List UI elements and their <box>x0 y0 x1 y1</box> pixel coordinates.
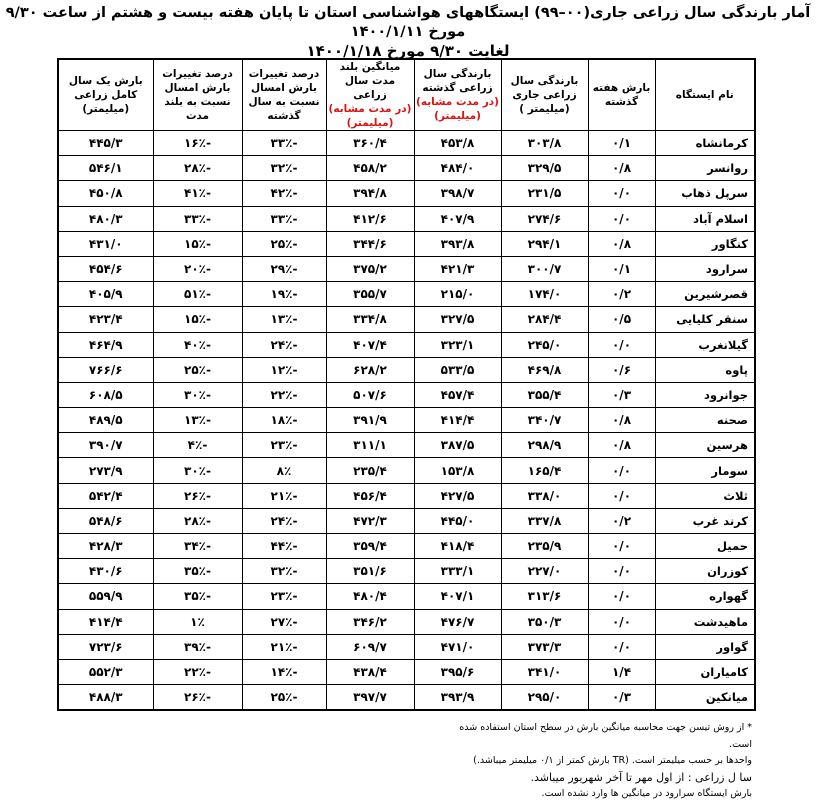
last-year-cell: ۵۳۳/۵ <box>414 357 501 382</box>
table-row <box>58 508 755 533</box>
longterm-cell: ۳۵۱/۶ <box>326 559 414 584</box>
station-cell: میانکین <box>655 685 755 711</box>
change-last-year-cell: -۴۴٪ <box>242 534 326 559</box>
current-year-cell: ۱۷۴/۰ <box>501 282 588 307</box>
table-row <box>58 534 755 559</box>
header-change-last-year: درصد تغییرات بارش امسال نسبت به سال گذشته <box>242 59 326 131</box>
change-longterm-cell: -۲۶٪ <box>153 685 242 711</box>
current-year-cell: ۳۵۵/۴ <box>501 382 588 407</box>
table-row <box>58 659 755 684</box>
change-last-year-cell: -۳۳٪ <box>242 131 326 156</box>
longterm-cell: ۳۹۱/۹ <box>326 408 414 433</box>
last-year-cell: ۴۴۵/۰ <box>414 508 501 533</box>
current-year-cell: ۳۴۰/۷ <box>501 408 588 433</box>
change-last-year-cell: -۳۲٪ <box>242 559 326 584</box>
longterm-cell: ۵۰۷/۶ <box>326 382 414 407</box>
table-row <box>58 559 755 584</box>
full-year-cell: ۶۰۸/۵ <box>58 382 153 407</box>
last-year-cell: ۳۲۳/۱ <box>414 332 501 357</box>
change-last-year-cell: ۸٪ <box>242 458 326 483</box>
full-year-cell: ۵۵۹/۹ <box>58 584 153 609</box>
header-longterm-note: (در مدت مشابه) (میلیمتر) <box>328 103 412 129</box>
full-year-cell: ۴۲۸/۳ <box>58 534 153 559</box>
header-longterm <box>326 59 414 131</box>
current-year-cell: ۳۴۱/۰ <box>501 659 588 684</box>
change-longterm-cell: -۳۳٪ <box>153 206 242 231</box>
change-longterm-cell: -۴٪ <box>153 433 242 458</box>
table-row <box>58 458 755 483</box>
change-last-year-cell: -۲۷٪ <box>242 609 326 634</box>
last-year-cell: ۴۲۱/۳ <box>414 256 501 281</box>
longterm-cell: ۴۱۲/۶ <box>326 206 414 231</box>
station-cell: گهواره <box>655 584 755 609</box>
longterm-cell: ۳۹۷/۷ <box>326 685 414 711</box>
longterm-cell: ۳۵۹/۴ <box>326 534 414 559</box>
station-cell: سرارود <box>655 256 755 281</box>
full-year-cell: ۴۵۰/۸ <box>58 181 153 206</box>
week-rain-cell: ۰/۱ <box>588 256 655 281</box>
full-year-cell: ۵۴۲/۴ <box>58 483 153 508</box>
last-year-cell: ۴۰۷/۱ <box>414 584 501 609</box>
change-last-year-cell: -۲۴٪ <box>242 508 326 533</box>
change-longterm-cell: -۲۸٪ <box>153 508 242 533</box>
station-cell: کرند غرب <box>655 508 755 533</box>
week-rain-cell: ۰/۰ <box>588 181 655 206</box>
table-row <box>58 332 755 357</box>
station-cell: گواور <box>655 634 755 659</box>
current-year-cell: ۲۹۴/۱ <box>501 231 588 256</box>
change-longterm-cell: -۱۶٪ <box>153 131 242 156</box>
change-last-year-cell: -۲۵٪ <box>242 685 326 711</box>
title-line-1: آمار بارندگی سال زراعی جاری(۰۰–۹۹) ایستگاههای هواشناسی استان تا پایان هفته بیست و هشتم از ساعت ۹/۳۰ مورخ ۱۴۰۰/۱/۱۱ <box>5 5 811 40</box>
full-year-cell: ۴۸۹/۵ <box>58 408 153 433</box>
week-rain-cell: ۰/۸ <box>588 156 655 181</box>
full-year-cell: ۲۷۳/۹ <box>58 458 153 483</box>
last-year-cell: ۳۹۵/۶ <box>414 659 501 684</box>
current-year-cell: ۳۲۹/۵ <box>501 156 588 181</box>
week-rain-cell: ۰/۸ <box>588 231 655 256</box>
change-last-year-cell: -۴۲٪ <box>242 181 326 206</box>
footnotes <box>450 720 752 803</box>
station-cell: اسلام آباد <box>655 206 755 231</box>
table-row <box>58 609 755 634</box>
full-year-cell: ۴۸۸/۳ <box>58 685 153 711</box>
longterm-cell: ۳۵۵/۷ <box>326 282 414 307</box>
change-last-year-cell: -۱۲٪ <box>242 357 326 382</box>
longterm-cell: ۴۵۶/۴ <box>326 483 414 508</box>
station-cell: کرمانشاه <box>655 131 755 156</box>
footnote-4: بارش ایستگاه سرارود در میانگین ها وارد نشده است. <box>541 788 752 799</box>
station-cell: کنگاور <box>655 231 755 256</box>
last-year-cell: ۱۵۳/۸ <box>414 458 501 483</box>
longterm-cell: ۴۳۸/۴ <box>326 659 414 684</box>
table-row <box>58 433 755 458</box>
table-row <box>58 382 755 407</box>
change-last-year-cell: -۲۱٪ <box>242 634 326 659</box>
header-row <box>58 59 755 131</box>
current-year-cell: ۳۱۳/۶ <box>501 584 588 609</box>
change-longterm-cell: -۲۵٪ <box>153 357 242 382</box>
change-longterm-cell: -۱۵٪ <box>153 307 242 332</box>
current-year-cell: ۳۳۸/۰ <box>501 483 588 508</box>
station-cell: کامیاران <box>655 659 755 684</box>
header-last-year <box>414 59 501 131</box>
change-longterm-cell: -۳۰٪ <box>153 458 242 483</box>
current-year-cell: ۲۹۸/۹ <box>501 433 588 458</box>
header-full-year: بارش یک سال کامل زراعی (میلیمتر) <box>58 59 153 131</box>
footnote-1: * از روش تیسن جهت محاسبه میانگین بارش در سطح استان استفاده شده است. <box>459 722 752 750</box>
longterm-cell: ۶۲۸/۲ <box>326 357 414 382</box>
change-last-year-cell: -۱۴٪ <box>242 659 326 684</box>
longterm-cell: ۴۷۲/۳ <box>326 508 414 533</box>
current-year-cell: ۲۴۵/۰ <box>501 332 588 357</box>
station-cell: جوانرود <box>655 382 755 407</box>
current-year-cell: ۲۸۴/۴ <box>501 307 588 332</box>
last-year-cell: ۴۱۴/۴ <box>414 408 501 433</box>
current-year-cell: ۳۵۰/۳ <box>501 609 588 634</box>
change-longterm-cell: -۴۰٪ <box>153 332 242 357</box>
last-year-cell: ۴۵۷/۴ <box>414 382 501 407</box>
week-rain-cell: ۰/۰ <box>588 634 655 659</box>
last-year-cell: ۴۷۶/۷ <box>414 609 501 634</box>
longterm-cell: ۳۹۴/۸ <box>326 181 414 206</box>
header-change-longterm: درصد تغییرات بارش امسال نسبت به بلند مدت <box>153 59 242 131</box>
station-cell: سومار <box>655 458 755 483</box>
change-last-year-cell: -۲۳٪ <box>242 584 326 609</box>
table-row <box>58 357 755 382</box>
table-row <box>58 256 755 281</box>
change-last-year-cell: -۳۳٪ <box>242 206 326 231</box>
last-year-cell: ۴۲۷/۵ <box>414 483 501 508</box>
current-year-cell: ۲۳۱/۵ <box>501 181 588 206</box>
week-rain-cell: ۰/۰ <box>588 458 655 483</box>
full-year-cell: ۴۸۰/۳ <box>58 206 153 231</box>
current-year-cell: ۳۰۰/۷ <box>501 256 588 281</box>
longterm-cell: ۴۵۸/۲ <box>326 156 414 181</box>
change-last-year-cell: -۲۲٪ <box>242 382 326 407</box>
table-row <box>58 483 755 508</box>
full-year-cell: ۴۱۴/۴ <box>58 609 153 634</box>
change-last-year-cell: -۲۵٪ <box>242 231 326 256</box>
full-year-cell: ۴۶۴/۹ <box>58 332 153 357</box>
change-longterm-cell: -۴۱٪ <box>153 181 242 206</box>
current-year-cell: ۴۶۹/۸ <box>501 357 588 382</box>
change-last-year-cell: -۱۹٪ <box>242 282 326 307</box>
last-year-cell: ۳۹۸/۷ <box>414 181 501 206</box>
change-longterm-cell: -۳۰٪ <box>153 382 242 407</box>
full-year-cell: ۴۳۰/۶ <box>58 559 153 584</box>
title-line-2: لغایت ۹/۳۰ مورخ ۱۴۰۰/۱/۱۸ <box>306 42 510 60</box>
rainfall-table <box>57 58 756 711</box>
longterm-cell: ۳۷۵/۲ <box>326 256 414 281</box>
week-rain-cell: ۰/۶ <box>588 357 655 382</box>
full-year-cell: ۴۰۵/۹ <box>58 282 153 307</box>
change-last-year-cell: -۳۲٪ <box>242 156 326 181</box>
change-longterm-cell: -۳۵٪ <box>153 559 242 584</box>
longterm-cell: ۴۰۷/۴ <box>326 332 414 357</box>
week-rain-cell: ۰/۵ <box>588 307 655 332</box>
current-year-cell: ۳۳۷/۸ <box>501 508 588 533</box>
week-rain-cell: ۰/۰ <box>588 609 655 634</box>
last-year-cell: ۴۸۴/۰ <box>414 156 501 181</box>
current-year-cell: ۱۶۵/۴ <box>501 458 588 483</box>
week-rain-cell: ۰/۸ <box>588 408 655 433</box>
change-last-year-cell: -۱۸٪ <box>242 408 326 433</box>
header-current-year: بارندگی سال زراعی جاری (میلیمتر ) <box>501 59 588 131</box>
current-year-cell: ۲۹۵/۰ <box>501 685 588 711</box>
longterm-cell: ۳۶۰/۴ <box>326 131 414 156</box>
table-body <box>58 131 755 711</box>
change-longterm-cell: ۱٪ <box>153 609 242 634</box>
full-year-cell: ۷۶۶/۶ <box>58 357 153 382</box>
last-year-cell: ۲۱۵/۰ <box>414 282 501 307</box>
station-cell: ثلاث <box>655 483 755 508</box>
station-cell: سنقر کلیایی <box>655 307 755 332</box>
table-row <box>58 634 755 659</box>
week-rain-cell: ۱/۴ <box>588 659 655 684</box>
table-row <box>58 584 755 609</box>
table-row <box>58 282 755 307</box>
header-station: نام ایستگاه <box>655 59 755 131</box>
full-year-cell: ۵۴۸/۶ <box>58 508 153 533</box>
header-last-year-label: بارندگی سال زراعی گذشته <box>422 68 493 94</box>
longterm-cell: ۳۴۴/۶ <box>326 231 414 256</box>
longterm-cell: ۳۳۴/۸ <box>326 307 414 332</box>
full-year-cell: ۴۴۵/۳ <box>58 131 153 156</box>
change-last-year-cell: -۱۳٪ <box>242 307 326 332</box>
last-year-cell: ۳۸۷/۵ <box>414 433 501 458</box>
week-rain-cell: ۰/۰ <box>588 584 655 609</box>
station-cell: پاوه <box>655 357 755 382</box>
full-year-cell: ۵۵۲/۳ <box>58 659 153 684</box>
last-year-cell: ۳۲۷/۵ <box>414 307 501 332</box>
change-longterm-cell: -۲۲٪ <box>153 659 242 684</box>
station-cell: هرسین <box>655 433 755 458</box>
station-cell: قصرشیرین <box>655 282 755 307</box>
table-row <box>58 231 755 256</box>
station-cell: روانسر <box>655 156 755 181</box>
last-year-cell: ۴۱۸/۴ <box>414 534 501 559</box>
current-year-cell: ۲۳۵/۹ <box>501 534 588 559</box>
week-rain-cell: ۰/۰ <box>588 534 655 559</box>
station-cell: کوزران <box>655 559 755 584</box>
change-last-year-cell: -۲۳٪ <box>242 433 326 458</box>
table-row <box>58 206 755 231</box>
station-cell: صحنه <box>655 408 755 433</box>
footnote-3: سا ل زراعی : از اول مهر تا آخر شهریور میباشد. <box>530 770 752 784</box>
change-longterm-cell: -۲۸٪ <box>153 156 242 181</box>
table-row <box>58 156 755 181</box>
full-year-cell: ۷۲۳/۶ <box>58 634 153 659</box>
last-year-cell: ۳۹۳/۸ <box>414 231 501 256</box>
change-longterm-cell: -۲۶٪ <box>153 483 242 508</box>
change-longterm-cell: -۱۳٪ <box>153 408 242 433</box>
last-year-cell: ۴۵۳/۸ <box>414 131 501 156</box>
week-rain-cell: ۰/۲ <box>588 508 655 533</box>
last-year-cell: ۴۰۷/۹ <box>414 206 501 231</box>
table-row <box>58 307 755 332</box>
footnote-2: واحدها بر حسب میلیمتر است. (TR بارش کمتر از ۰/۱ میلیمتر میباشد.) <box>473 755 752 766</box>
change-longterm-cell: -۲۰٪ <box>153 256 242 281</box>
full-year-cell: ۵۴۶/۱ <box>58 156 153 181</box>
full-year-cell: ۳۹۰/۷ <box>58 433 153 458</box>
change-longterm-cell: -۱۵٪ <box>153 231 242 256</box>
station-cell: حمیل <box>655 534 755 559</box>
header-last-year-note: (در مدت مشابه) (میلیمتر) <box>416 96 499 122</box>
week-rain-cell: ۰/۳ <box>588 382 655 407</box>
longterm-cell: ۲۳۵/۴ <box>326 458 414 483</box>
change-last-year-cell: -۲۴٪ <box>242 332 326 357</box>
change-longterm-cell: -۵۱٪ <box>153 282 242 307</box>
current-year-cell: ۳۷۳/۳ <box>501 634 588 659</box>
week-rain-cell: ۰/۰ <box>588 332 655 357</box>
table-row <box>58 685 755 711</box>
week-rain-cell: ۰/۰ <box>588 483 655 508</box>
station-cell: ماهیدشت <box>655 609 755 634</box>
station-cell: گیلانغرب <box>655 332 755 357</box>
page-title <box>0 4 816 61</box>
week-rain-cell: ۰/۳ <box>588 685 655 711</box>
change-longterm-cell: -۳۴٪ <box>153 534 242 559</box>
last-year-cell: ۳۳۳/۱ <box>414 559 501 584</box>
current-year-cell: ۲۷۴/۶ <box>501 206 588 231</box>
current-year-cell: ۲۲۷/۰ <box>501 559 588 584</box>
week-rain-cell: ۰/۰ <box>588 206 655 231</box>
longterm-cell: ۳۴۶/۲ <box>326 609 414 634</box>
full-year-cell: ۴۳۱/۰ <box>58 231 153 256</box>
table-row <box>58 131 755 156</box>
header-week-rain: بارش هفته گذشته <box>588 59 655 131</box>
header-longterm-label: میانگین بلند مدت سال زراعی <box>339 61 401 101</box>
table-row <box>58 181 755 206</box>
station-cell: سرپل ذهاب <box>655 181 755 206</box>
change-last-year-cell: -۲۱٪ <box>242 483 326 508</box>
change-longterm-cell: -۳۹٪ <box>153 634 242 659</box>
table-row <box>58 408 755 433</box>
change-last-year-cell: -۲۹٪ <box>242 256 326 281</box>
week-rain-cell: ۰/۲ <box>588 282 655 307</box>
change-longterm-cell: -۳۵٪ <box>153 584 242 609</box>
longterm-cell: ۳۱۱/۱ <box>326 433 414 458</box>
full-year-cell: ۴۵۴/۶ <box>58 256 153 281</box>
last-year-cell: ۴۷۱/۰ <box>414 634 501 659</box>
week-rain-cell: ۰/۸ <box>588 433 655 458</box>
week-rain-cell: ۰/۰ <box>588 559 655 584</box>
longterm-cell: ۶۰۹/۷ <box>326 634 414 659</box>
longterm-cell: ۴۸۰/۴ <box>326 584 414 609</box>
full-year-cell: ۴۲۳/۴ <box>58 307 153 332</box>
week-rain-cell: ۰/۱ <box>588 131 655 156</box>
current-year-cell: ۳۰۳/۸ <box>501 131 588 156</box>
last-year-cell: ۳۹۳/۹ <box>414 685 501 711</box>
